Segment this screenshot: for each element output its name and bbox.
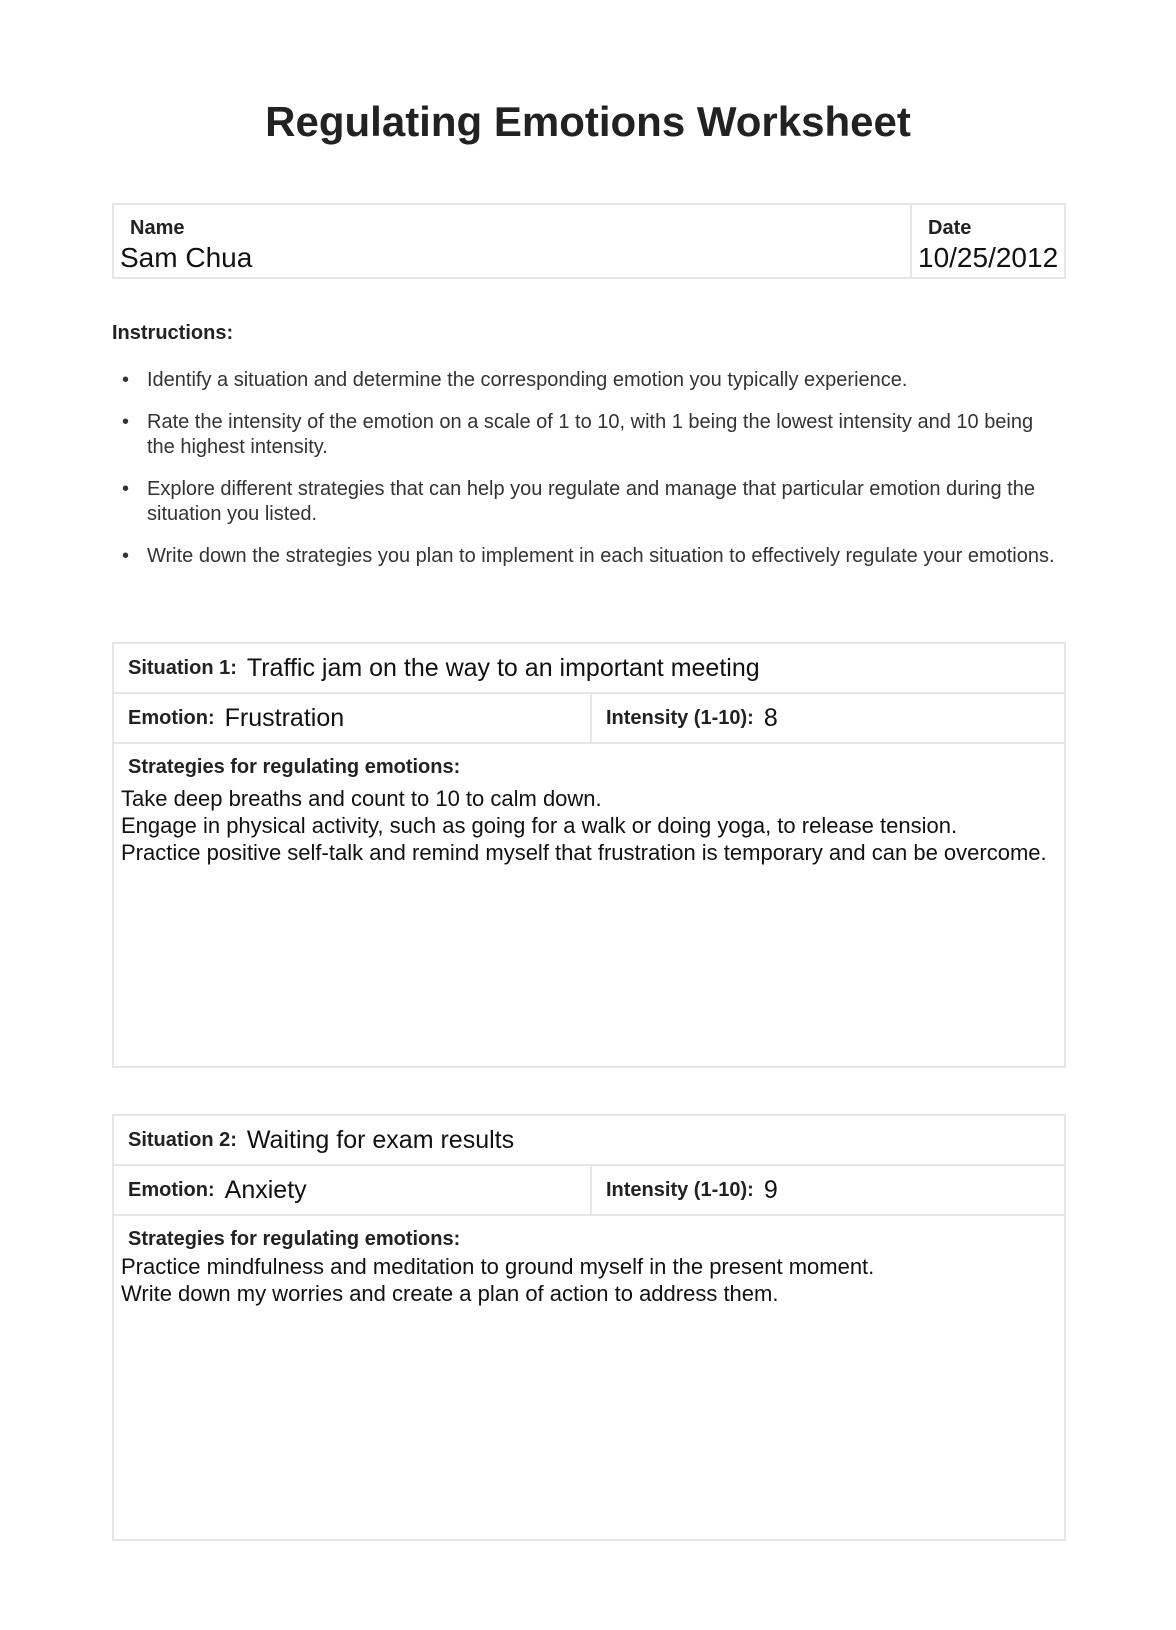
emotion-label: Emotion: <box>128 706 215 729</box>
date-label: Date <box>928 217 972 239</box>
strategies-label: Strategies for regulating emotions: <box>128 1228 461 1250</box>
emotion-value[interactable]: Anxiety <box>224 1175 307 1204</box>
name-cell <box>114 205 912 277</box>
instruction-item: • Rate the intensity of the emotion on a scale of 1 to 10, with 1 being the lowest intensity and 10 being the highest intensity. <box>122 410 1062 460</box>
name-label: Name <box>130 217 185 239</box>
instruction-item: • Identify a situation and determine the corresponding emotion you typically experience. <box>122 368 1062 393</box>
intensity-value[interactable]: 8 <box>763 703 778 732</box>
strategy-line: Engage in physical activity, such as going for a walk or doing yoga, to release tension. <box>121 813 958 838</box>
situation-1-table <box>112 642 1066 1068</box>
intensity-label: Intensity (1-10): <box>606 706 754 729</box>
intensity-label: Intensity (1-10): <box>606 1178 754 1201</box>
date-cell <box>912 205 1064 277</box>
situation-2-table <box>112 1114 1066 1541</box>
strategies-text[interactable] <box>121 785 1051 866</box>
instruction-item: • Write down the strategies you plan to implement in each situation to effectively regulate your emotions. <box>122 544 1062 569</box>
emotion-label: Emotion: <box>128 1178 215 1201</box>
instruction-item: • Explore different strategies that can help you regulate and manage that particular emotion during the situation you listed. <box>122 477 1062 527</box>
page-title: Regulating Emotions Worksheet <box>265 98 911 145</box>
emotion-row <box>114 1166 1064 1216</box>
instructions-list <box>122 368 1062 586</box>
name-value[interactable]: Sam Chua <box>120 242 253 273</box>
strategy-line: Take deep breaths and count to 10 to calm down. <box>121 786 602 811</box>
situation-row <box>114 644 1064 694</box>
intensity-value[interactable]: 9 <box>763 1175 778 1204</box>
instructions-heading: Instructions: <box>112 322 234 344</box>
strategies-cell <box>114 744 1064 866</box>
strategies-cell <box>114 1216 1064 1307</box>
strategies-label: Strategies for regulating emotions: <box>128 756 461 778</box>
header-table <box>112 203 1066 279</box>
strategy-line: Practice mindfulness and meditation to ground myself in the present moment. <box>121 1254 875 1279</box>
strategy-line: Write down my worries and create a plan of action to address them. <box>121 1281 779 1306</box>
situation-label: Situation 1: <box>128 656 237 679</box>
strategy-line: Practice positive self-talk and remind myself that frustration is temporary and can be overcome. <box>121 840 1047 865</box>
situation-label: Situation 2: <box>128 1128 237 1151</box>
strategies-text[interactable] <box>121 1253 1051 1307</box>
situation-value[interactable]: Traffic jam on the way to an important meeting <box>246 653 760 682</box>
emotion-value[interactable]: Frustration <box>224 703 345 732</box>
emotion-row <box>114 694 1064 744</box>
situation-row <box>114 1116 1064 1166</box>
date-value[interactable]: 10/25/2012 <box>918 242 1059 273</box>
situation-value[interactable]: Waiting for exam results <box>246 1125 515 1154</box>
